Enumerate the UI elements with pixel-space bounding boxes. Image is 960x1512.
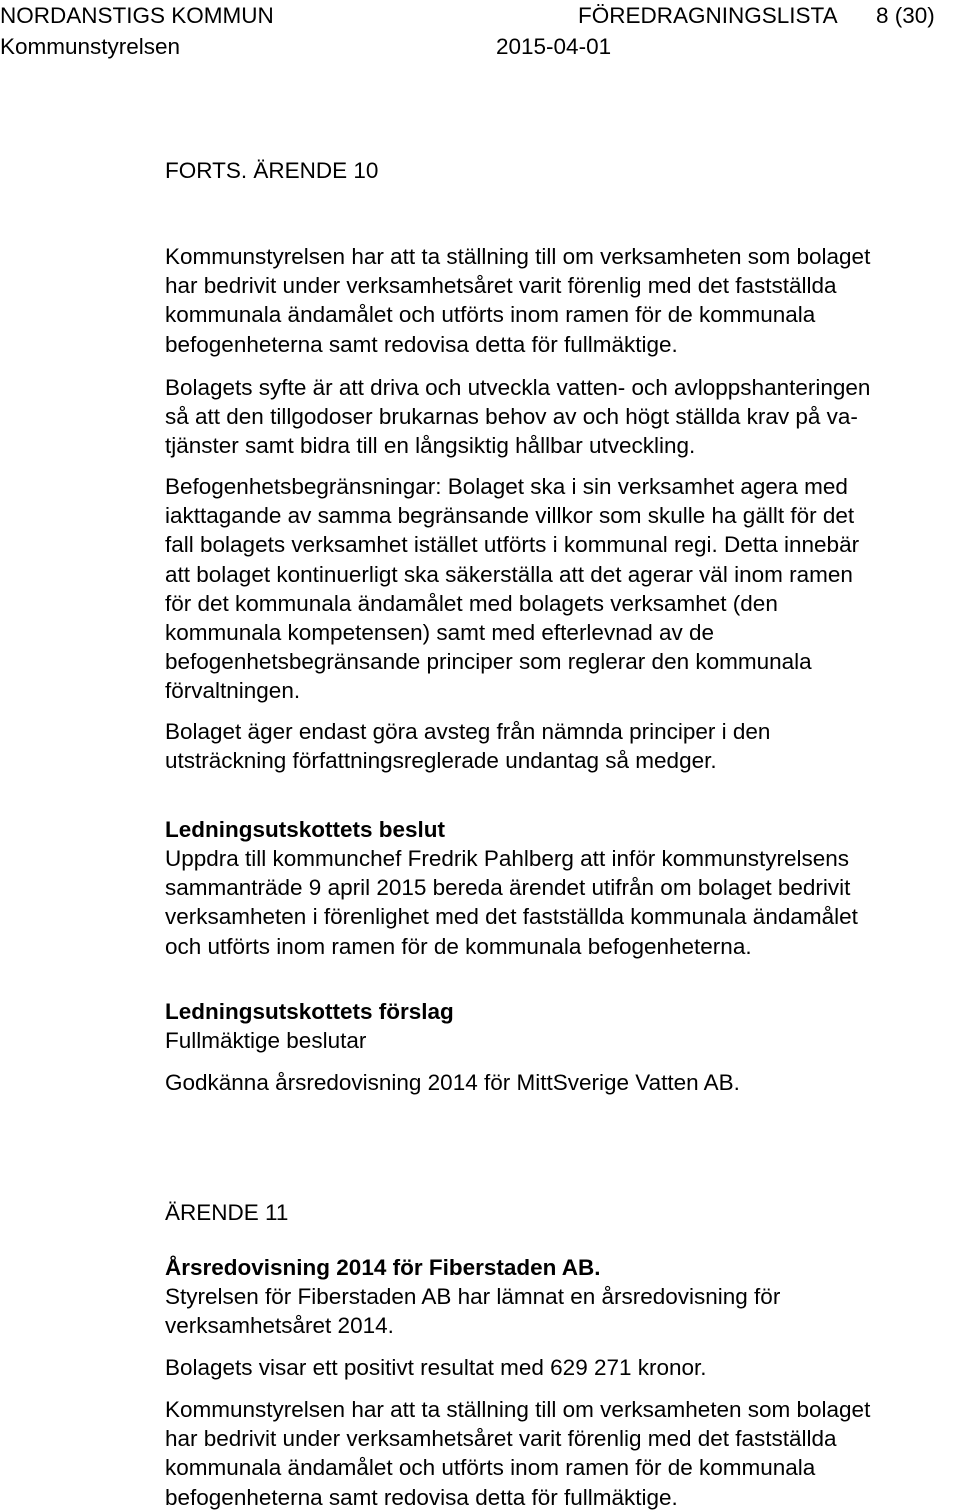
page-number: 8 (30) bbox=[876, 3, 935, 28]
text-line: Bolagets syfte är att driva och utveckla vatten- och avloppshanteringen bbox=[165, 375, 871, 400]
text-line: har bedrivit under verksamhetsåret varit förenlig med det fastställda bbox=[165, 1426, 837, 1452]
case-11-heading: ÄRENDE 11 bbox=[165, 1200, 289, 1225]
text-line: Bolaget äger endast göra avsteg från nämnda principer i den bbox=[165, 719, 771, 744]
case-10-heading: FORTS. ÄRENDE 10 bbox=[165, 158, 379, 183]
decision-heading: Ledningsutskottets beslut bbox=[165, 817, 446, 842]
meeting-date: 2015-04-01 bbox=[496, 34, 612, 59]
text-line: Kommunstyrelsen har att ta ställning till om verksamheten som bolaget bbox=[165, 244, 871, 269]
text-line: Kommunstyrelsen har att ta ställning till om verksamheten som bolaget bbox=[165, 1397, 871, 1422]
text-line: tjänster samt bidra till en långsiktig hållbar utveckling. bbox=[165, 433, 696, 459]
case-11-result: Bolagets visar ett positivt resultat med 629 271 kronor. bbox=[165, 1355, 707, 1380]
text-line: Uppdra till kommunchef Fredrik Pahlberg att inför kommunstyrelsens bbox=[165, 846, 850, 871]
case-10-paragraph-3 bbox=[165, 472, 859, 706]
text-line: sammanträde 9 april 2015 bereda ärendet utifrån om bolaget bedrivit bbox=[165, 875, 851, 901]
proposal-intro: Fullmäktige beslutar bbox=[165, 1028, 367, 1053]
text-line: befogenheterna samt redovisa detta för fullmäktige. bbox=[165, 1484, 678, 1510]
case-10-paragraph-1 bbox=[165, 242, 870, 359]
decision-text bbox=[165, 844, 858, 961]
text-line: verksamhetsåret 2014. bbox=[165, 1313, 394, 1339]
text-line: så att den tillgodoser brukarnas behov av och högt ställda krav på va- bbox=[165, 404, 858, 430]
text-line: befogenhetsbegränsande principer som reglerar den kommunala bbox=[165, 649, 812, 675]
text-line: befogenheterna samt redovisa detta för fullmäktige. bbox=[165, 331, 678, 357]
text-line: har bedrivit under verksamhetsåret varit förenlig med det fastställda bbox=[165, 273, 837, 299]
text-line: iakttagande av samma begränsande villkor som skulle ha gällt för det bbox=[165, 503, 855, 529]
committee-name: Kommunstyrelsen bbox=[0, 34, 181, 59]
text-line: för det kommunala ändamålet med bolagets verksamhet (den bbox=[165, 590, 778, 616]
proposal-heading: Ledningsutskottets förslag bbox=[165, 999, 454, 1024]
text-line: kommunala ändamålet och utförts inom ramen för de kommunala bbox=[165, 1455, 816, 1481]
proposal-text: Godkänna årsredovisning 2014 för MittSverige Vatten AB. bbox=[165, 1070, 740, 1095]
text-line: Styrelsen för Fiberstaden AB har lämnat en årsredovisning för bbox=[165, 1284, 781, 1309]
text-line: utsträckning författningsreglerade undantag så medger. bbox=[165, 748, 717, 774]
text-line: att bolaget kontinuerligt ska säkerställa att det agerar väl inom ramen bbox=[165, 561, 853, 587]
text-line: kommunala ändamålet och utförts inom ramen för de kommunala bbox=[165, 302, 816, 328]
case-11-title: Årsredovisning 2014 för Fiberstaden AB. bbox=[165, 1255, 601, 1280]
text-line: verksamheten i förenlighet med det fastställda kommunala ändamålet bbox=[165, 904, 858, 930]
case-11-intro bbox=[165, 1282, 780, 1340]
text-line: förvaltningen. bbox=[165, 678, 301, 704]
text-line: fall bolagets verksamhet istället utförts i kommunal regi. Detta innebär bbox=[165, 532, 860, 558]
text-line: kommunala kompetensen) samt med efterlevnad av de bbox=[165, 619, 715, 645]
text-line: och utförts inom ramen för de kommunala befogenheterna. bbox=[165, 933, 752, 959]
text-line: Befogenhetsbegränsningar: Bolaget ska i sin verksamhet agera med bbox=[165, 474, 848, 499]
case-11-paragraph bbox=[165, 1395, 870, 1512]
org-name: NORDANSTIGS KOMMUN bbox=[0, 3, 274, 28]
case-10-paragraph-2 bbox=[165, 373, 870, 461]
document-type: FÖREDRAGNINGSLISTA bbox=[578, 3, 838, 28]
case-10-paragraph-4 bbox=[165, 717, 770, 775]
